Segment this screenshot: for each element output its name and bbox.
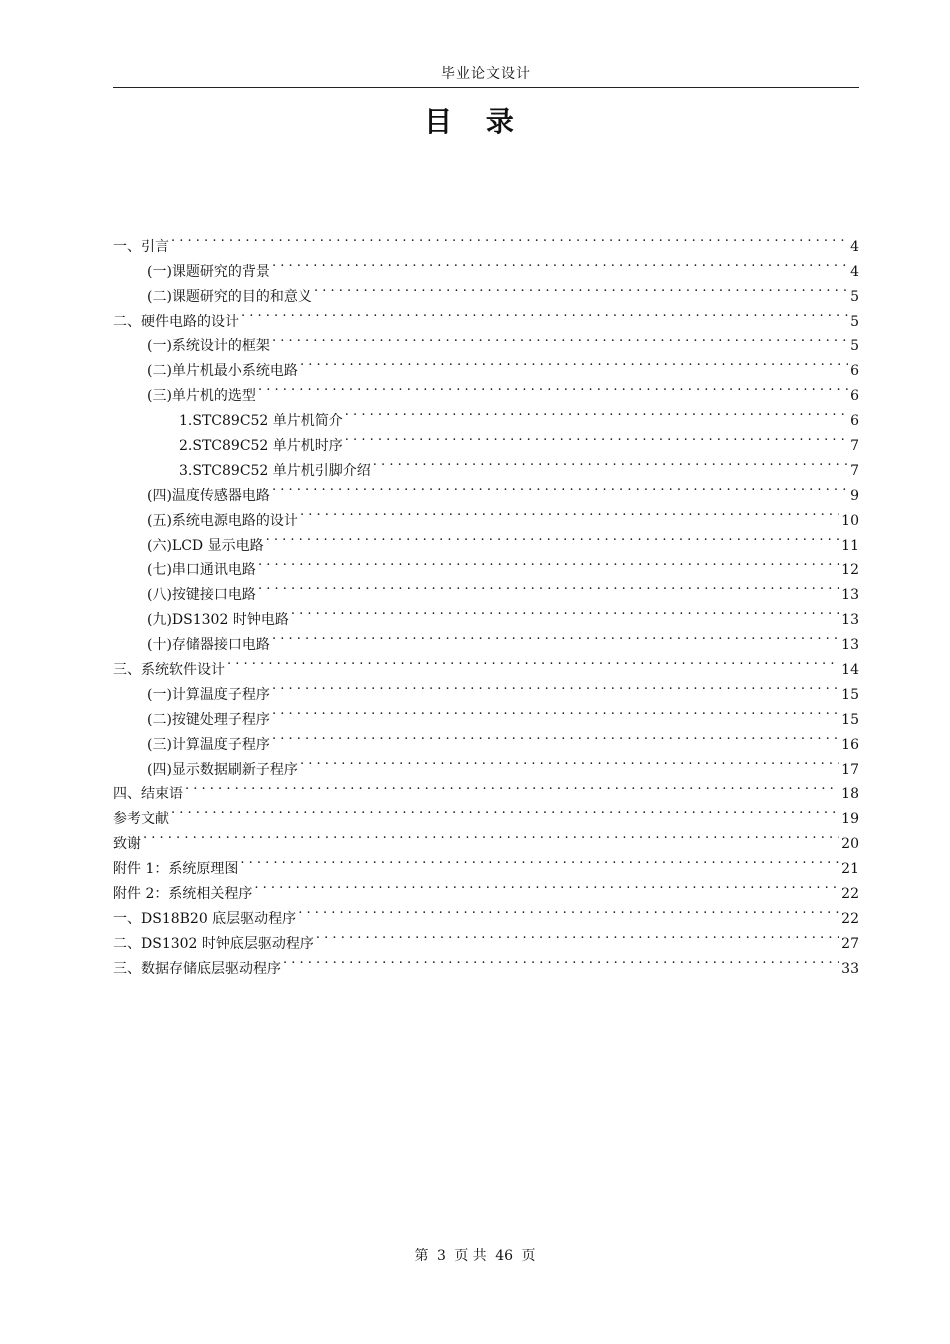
footer-middle: 页 共 [454,1248,487,1264]
page-title: 目 录 [424,105,526,138]
toc-entry-label: 参考文献 [113,811,169,828]
toc-dot-leader [258,574,839,599]
toc-entry-page: 21 [841,861,859,878]
toc-entry-label: (二)课题研究的目的和意义 [147,288,312,305]
toc-entry-label: (九)DS1302 时钟电路 [147,612,289,629]
toc-entry[interactable] [113,774,859,803]
toc-dot-leader [143,823,839,848]
toc-dot-leader [373,450,848,475]
toc-entry-page: 13 [841,612,859,629]
toc-entry-page: 20 [841,836,859,853]
toc-entry-page: 15 [841,711,859,728]
toc-entry-label: 一、DS18B20 底层驱动程序 [113,910,297,927]
footer-total-pages: 46 [495,1248,514,1264]
toc-entry-label: (一)计算温度子程序 [147,686,270,703]
toc-entry-page: 22 [841,886,859,903]
toc-dot-leader [272,475,848,500]
toc-entry-label: 四、结束语 [113,786,183,803]
toc-entry-page: 18 [841,786,859,803]
toc-entry[interactable] [113,251,859,280]
page-footer [0,1245,950,1267]
toc-entry-label: 附件 1：系统原理图 [113,861,239,878]
toc-entry-label: (四)温度传感器电路 [147,487,270,504]
toc-dot-leader [272,724,839,749]
toc-dot-leader [283,948,839,973]
toc-dot-leader [291,599,839,624]
toc-entry-label: (二)单片机最小系统电路 [147,363,298,380]
toc-entry-label: (四)显示数据刷新子程序 [147,761,298,778]
toc-dot-leader [272,251,848,276]
toc-entry-page: 33 [841,960,859,977]
toc-entry-label: (三)单片机的选型 [147,388,256,405]
toc-dot-leader [316,923,839,948]
toc-entry-page: 11 [841,537,859,554]
toc-dot-leader [300,749,839,774]
toc-entry-label: 三、系统软件设计 [113,662,225,679]
toc-entry-label: 一、引言 [113,238,169,255]
toc-entry[interactable] [113,823,859,853]
toc-dot-leader [185,774,839,799]
toc-entry-page: 17 [841,761,859,778]
toc-dot-leader [345,425,848,450]
toc-entry-page: 15 [841,686,859,703]
toc-entry-label: (八)按键接口电路 [147,587,256,604]
toc-dot-leader [227,649,839,674]
toc-entry-label: (十)存储器接口电路 [147,637,270,654]
table-of-contents [113,226,859,977]
toc-entry-label: 致谢 [113,836,141,853]
toc-entry-label: 二、硬件电路的设计 [113,313,239,330]
toc-dot-leader [314,276,848,301]
toc-dot-leader [345,400,848,425]
toc-dot-leader [298,898,839,923]
toc-entry-page: 4 [850,263,859,280]
footer-prefix: 第 [414,1248,429,1264]
toc-dot-leader [240,848,839,873]
toc-entry[interactable] [113,798,859,828]
toc-entry-label: 三、数据存储底层驱动程序 [113,960,281,977]
toc-dot-leader [241,301,848,326]
toc-dot-leader [171,226,848,251]
toc-entry-page: 4 [850,238,859,255]
toc-entry-page: 6 [850,413,859,430]
toc-entry-label: 3.STC89C52 单片机引脚介绍 [179,462,371,479]
toc-entry-label: (六)LCD 显示电路 [147,537,264,554]
toc-entry-label: 2.STC89C52 单片机时序 [179,438,343,455]
toc-entry-label: (三)计算温度子程序 [147,736,270,753]
toc-entry-page: 16 [841,736,859,753]
toc-entry-label: 1.STC89C52 单片机简介 [179,413,343,430]
toc-entry-label: (一)系统设计的框架 [147,338,270,355]
toc-dot-leader [258,550,839,575]
toc-dot-leader [272,326,848,351]
toc-entry-label: 附件 2：系统相关程序 [113,886,253,903]
toc-dot-leader [272,674,839,699]
toc-entry-page: 7 [850,462,859,479]
toc-dot-leader [272,699,839,724]
toc-entry-page: 6 [850,388,859,405]
toc-entry-page: 6 [850,363,859,380]
toc-dot-leader [266,525,840,550]
toc-entry-page: 12 [841,562,859,579]
toc-dot-leader [272,624,839,649]
toc-entry-page: 27 [841,935,859,952]
toc-dot-leader [300,350,848,375]
footer-suffix: 页 [521,1248,536,1264]
toc-dot-leader [254,873,839,898]
toc-entry[interactable] [113,226,859,255]
toc-dot-leader [258,375,848,400]
page-header [113,62,859,88]
header-text: 毕业论文设计 [441,66,531,82]
toc-entry-page: 5 [850,313,859,330]
toc-entry-label: 二、DS1302 时钟底层驱动程序 [113,935,314,952]
toc-entry-page: 13 [841,587,859,604]
toc-entry-page: 5 [850,288,859,305]
toc-entry-page: 22 [841,910,859,927]
toc-dot-leader [171,798,839,823]
toc-entry-page: 7 [850,438,859,455]
footer-current-page: 3 [436,1248,446,1264]
toc-entry-label: (七)串口通讯电路 [147,562,256,579]
toc-entry-page: 10 [841,512,859,529]
toc-entry-page: 14 [841,662,859,679]
toc-entry-label: (二)按键处理子程序 [147,711,270,728]
toc-entry-label: (五)系统电源电路的设计 [147,512,298,529]
toc-dot-leader [300,500,839,525]
toc-entry-page: 19 [841,811,859,828]
toc-entry-page: 9 [850,487,859,504]
toc-entry-label: (一)课题研究的背景 [147,263,270,280]
toc-entry-page: 13 [841,637,859,654]
toc-entry[interactable] [113,848,859,878]
toc-entry-page: 5 [850,338,859,355]
